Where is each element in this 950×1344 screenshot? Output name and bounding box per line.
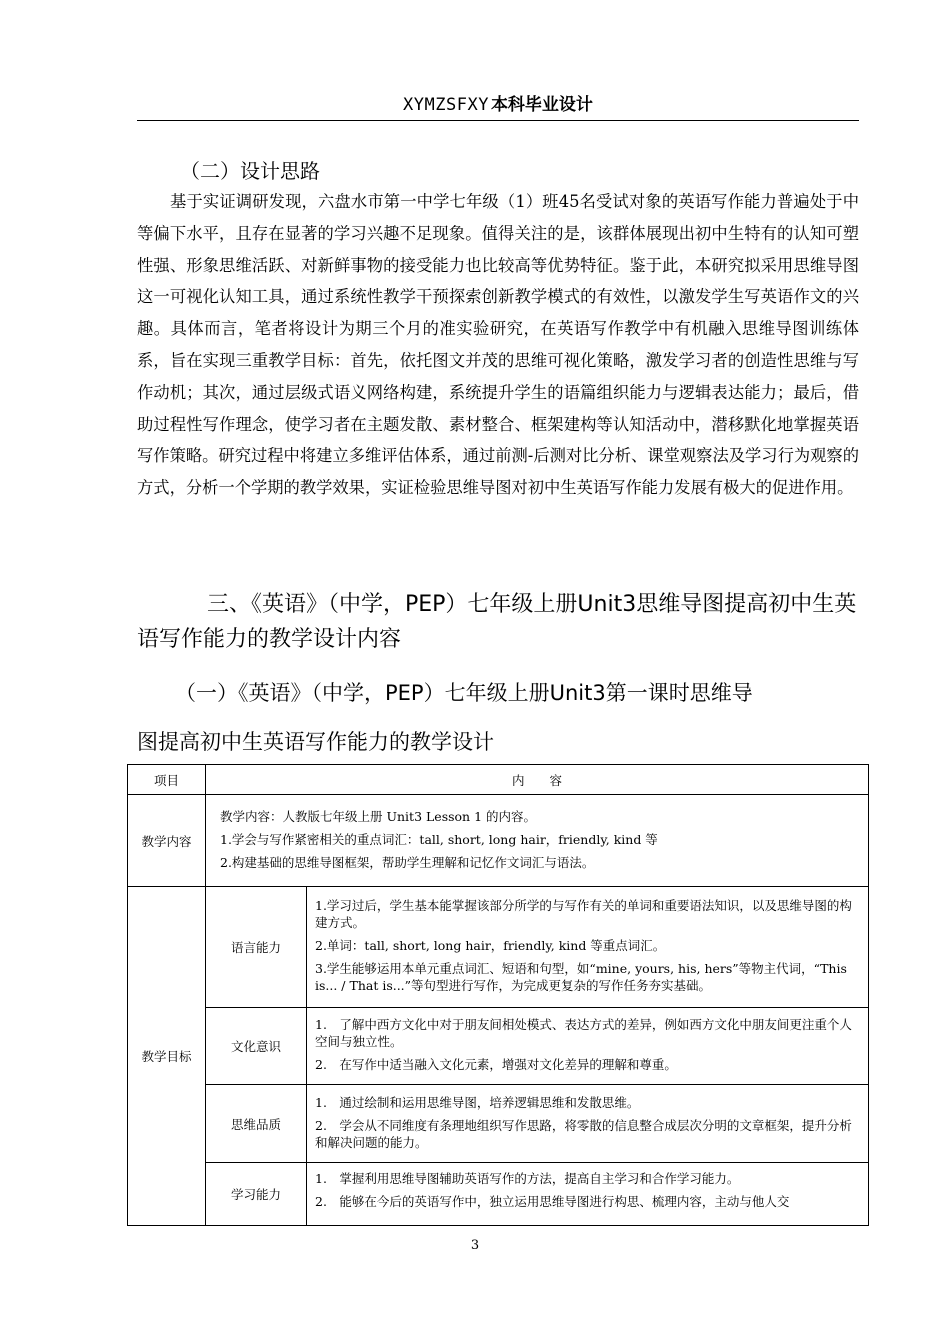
list-item: 1. 了解中西方文化中对于朋友间相处模式、表达方式的差异，例如西方文化中朋友间更注重个人空间与独立性。 <box>315 1017 852 1049</box>
list-item: 2.构建基础的思维导图框架，帮助学生理解和记忆作文词汇与语法。 <box>220 854 595 870</box>
header-title: 本科毕业设计 <box>490 95 593 115</box>
header-item-cell: 项目 <box>128 765 206 795</box>
list-item: 1.学习过后，学生基本能掌握该部分所学的与写作有关的单词和重要语法知识，以及思维导图的构建方式。 <box>315 898 852 930</box>
table-row <box>128 887 869 1008</box>
goal-cell <box>307 887 869 1008</box>
header-code: XYMZSFXY <box>403 95 489 115</box>
teaching-design-table <box>127 764 869 1226</box>
row-label: 教学内容 <box>128 795 206 887</box>
page-header <box>137 92 859 121</box>
list-item: 2. 在写作中适当融入文化元素，增强对文化差异的理解和尊重。 <box>315 1057 677 1072</box>
goal-label: 文化意识 <box>206 1008 307 1085</box>
list-item: 2.单词：tall, short, long hair，friendly, kind 等重点词汇。 <box>315 938 666 953</box>
content-cell <box>206 795 869 887</box>
goal-label: 思维品质 <box>206 1085 307 1163</box>
section-title: （二）设计思路 <box>180 159 320 183</box>
list-item: 2. 学会从不同维度有条理地组织写作思路，将零散的信息整合成层次分明的文章框架，提升分析和解决问题的能力。 <box>315 1117 852 1150</box>
goal-cell <box>307 1085 869 1163</box>
list-item: 3.学生能够运用本单元重点词汇、短语和句型，如“mine, yours, his, hers”等物主代词，“This is... / That is...”等句型进行写作，为完成更复杂的写作任务夯实基础。 <box>315 961 847 993</box>
list-item: 1. 掌握利用思维导图辅助英语写作的方法，提高自主学习和合作学习能力。 <box>315 1171 740 1186</box>
goal-cell <box>307 1008 869 1085</box>
table-row <box>128 1163 869 1226</box>
table-row <box>128 795 869 887</box>
subsection-title-line2: 图提高初中生英语写作能力的教学设计 <box>137 730 494 754</box>
chapter-title: 三、《英语》（中学，PEP）七年级上册Unit3思维导图提高初中生英语写作能力的教学设计内容 <box>137 592 857 652</box>
header-content-cell: 内 容 <box>206 765 869 795</box>
goal-cell <box>307 1163 869 1226</box>
row-label: 教学目标 <box>128 887 206 1226</box>
list-item: 1.学会与写作紧密相关的重点词汇：tall, short, long hair，friendly, kind 等 <box>220 831 658 847</box>
table-header-row <box>128 765 869 795</box>
body-paragraph: 基于实证调研发现，六盘水市第一中学七年级（1）班45名受试对象的英语写作能力普遍处于中等偏下水平，且存在显著的学习兴趣不足现象。值得关注的是，该群体展现出初中生特有的认知可塑性强、形象思维活跃、对新鲜事物的接受能力也比较高等优势特征。鉴于此，本研究拟采用思维导图这一可视化认知工具，通过系统性教学干预探索创新教学模式的有效性，以激发学生写英语作文的兴趣。具体而言，笔者将设计为期三个月的准实验研究，在英语写作教学中有机融入思维导图训练体系，旨在实现三重教学目标：首先，依托图文并茂的思维可视化策略，激发学习者的创造性思维与写作动机；其次，通过层级式语义网络构建，系统提升学生的语篇组织能力与逻辑表达能力；最后，借助过程性写作理念，使学习者在主题发散、素材整合、框架建构等认知活动中，潜移默化地掌握英语写作策略。研究过程中将建立多维评估体系，通过前测-后测对比分析、课堂观察法及学习行为观察的方式，分析一个学期的教学效果，实证检验思维导图对初中生英语写作能力发展有极大的促进作用。 <box>137 192 859 498</box>
page-number: 3 <box>470 1238 480 1253</box>
table-row <box>128 1085 869 1163</box>
list-item: 教学内容：人教版七年级上册 Unit3 Lesson 1 的内容。 <box>220 808 537 824</box>
list-item: 1. 通过绘制和运用思维导图，培养逻辑思维和发散思维。 <box>315 1094 640 1110</box>
goal-label: 语言能力 <box>206 887 307 1008</box>
list-item: 2. 能够在今后的英语写作中，独立运用思维导图进行构思、梳理内容，主动与他人交 <box>315 1194 790 1209</box>
subsection-title-line1: （一）《英语》（中学，PEP）七年级上册Unit3第一课时思维导 <box>175 681 753 705</box>
table-row <box>128 1008 869 1085</box>
goal-label: 学习能力 <box>206 1163 307 1226</box>
